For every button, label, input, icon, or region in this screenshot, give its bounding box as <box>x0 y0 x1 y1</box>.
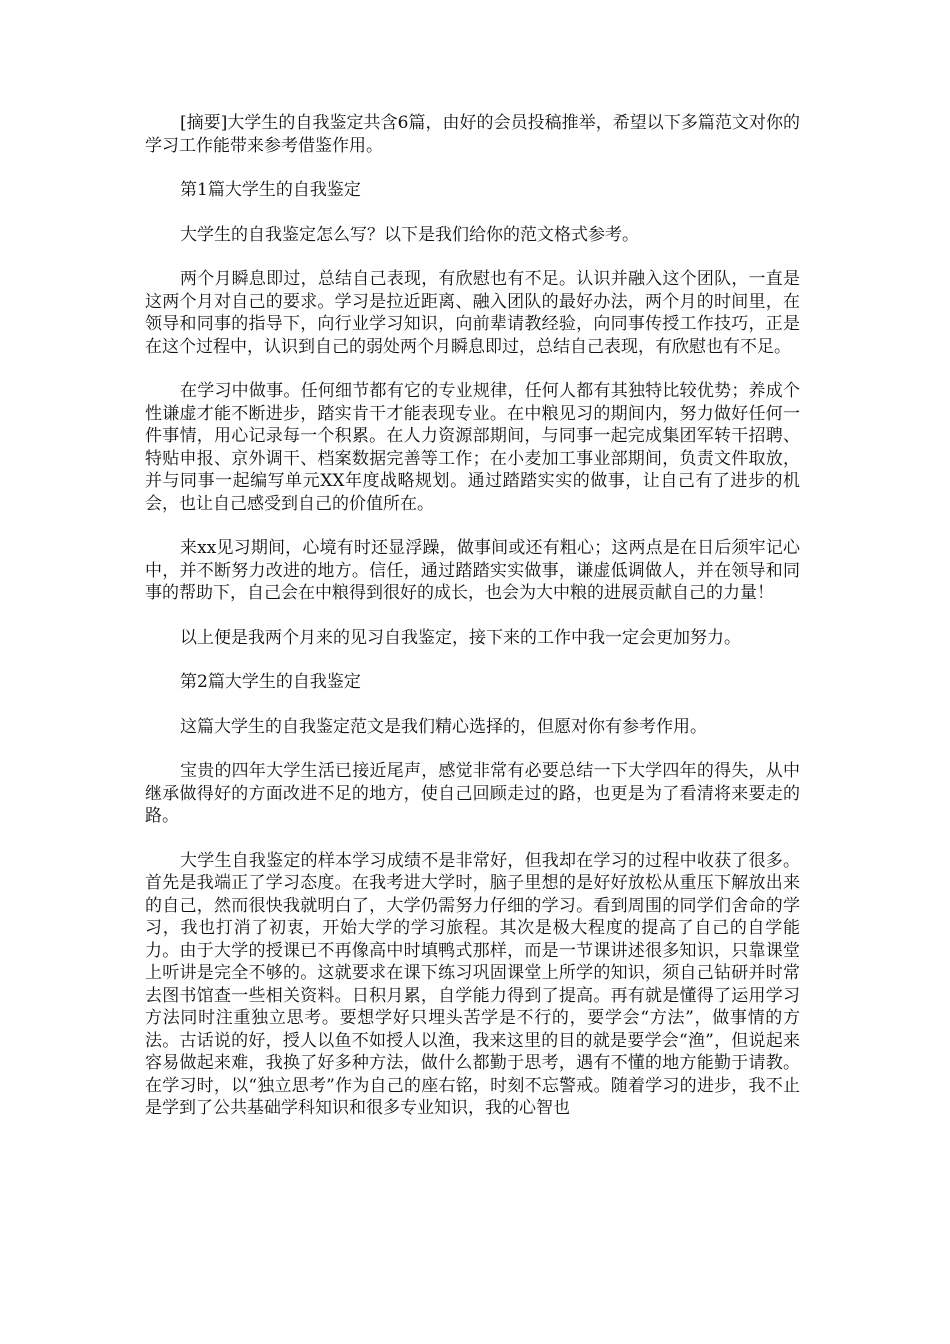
section-1-paragraph-3: 在学习中做事。任何细节都有它的专业规律，任何人都有其独特比较优势；养成个性谦虚才能不断进步，踏实肯干才能表现专业。在中粮见习的期间内，努力做好任何一件事情，用心记录每一个积累。在人力资源部期间，与同事一起完成集团军转干招聘、特贴申报、京外调干、档案数据完善等工作；在小麦加工事业部期间，负责文件取放，并与同事一起编写单元XX年度战略规划。通过踏踏实实的做事，让自己有了进步的机会，也让自己感受到自己的价值所在。 <box>145 381 800 514</box>
section-1-title: 第1篇大学生的自我鉴定 <box>180 180 361 200</box>
section-1-paragraph-5: 以上便是我两个月来的见习自我鉴定，接下来的工作中我一定会更加努力。 <box>180 627 741 648</box>
section-1-paragraph-2: 两个月瞬息即过，总结自己表现，有欣慰也有不足。认识并融入这个团队，一直是这两个月对自己的要求。学习是拉近距离、融入团队的最好办法，两个月的时间里，在领导和同事的指导下，向行业学习知识，向前辈请教经验，向同事传授工作技巧，正是在这个过程中，认识到自己的弱处两个月瞬息即过，总结自己表现，有欣慰也有不足。 <box>145 269 800 357</box>
section-2-paragraph-1: 这篇大学生的自我鉴定范文是我们精心选择的，但愿对你有参考作用。 <box>180 716 707 737</box>
section-2-paragraph-2: 宝贵的四年大学生活已接近尾声，感觉非常有必要总结一下大学四年的得失，从中继承做得好的方面改进不足的地方，使自己回顾走过的路，也更是为了看清将来要走的路。 <box>145 761 800 826</box>
section-1-paragraph-4: 来xx见习期间，心境有时还显浮躁，做事间或还有粗心；这两点是在日后须牢记心中，并不断努力改进的地方。信任，通过踏踏实实做事，谦虚低调做人，并在领导和同事的帮助下，自己会在中粮得到很好的成长，也会为大中粮的进展贡献自己的力量！ <box>145 538 800 603</box>
document-page <box>145 112 800 1142</box>
section-1-paragraph-1: 大学生的自我鉴定怎么写？以下是我们给你的范文格式参考。 <box>180 224 639 245</box>
summary-paragraph: [摘要]大学生的自我鉴定共含6篇，由好的会员投稿推举，希望以下多篇范文对你的学习工作能带来参考借鉴作用。 <box>145 113 800 156</box>
section-2-paragraph-3: 大学生自我鉴定的样本学习成绩不是非常好，但我却在学习的过程中收获了很多。首先是我端正了学习态度。在我考进大学时，脑子里想的是好好放松从重压下解放出来的自己，然而很快我就明白了，大学仍需努力仔细的学习。看到周围的同学们舍命的学习，我也打消了初衷，开始大学的学习旅程。其次是极大程度的提高了自己的自学能力。由于大学的授课已不再像高中时填鸭式那样，而是一节课讲述很多知识，只靠课堂上听讲是完全不够的。这就要求在课下练习巩固课堂上所学的知识，须自己钻研并时常去图书馆查一些相关资料。日积月累，自学能力得到了提高。再有就是懂得了运用学习方法同时注重独立思考。要想学好只埋头苦学是不行的，要学会“方法”，做事情的方法。古话说的好，授人以鱼不如授人以渔，我来这里的目的就是要学会“渔”，但说起来容易做起来难，我换了好多种方法，做什么都勤于思考，遇有不懂的地方能勤于请教。在学习时，以“独立思考”作为自己的座右铭，时刻不忘警戒。随着学习的进步，我不止是学到了公共基础学科知识和很多专业知识，我的心智也 <box>145 850 800 1118</box>
section-2-title: 第2篇大学生的自我鉴定 <box>180 672 361 692</box>
